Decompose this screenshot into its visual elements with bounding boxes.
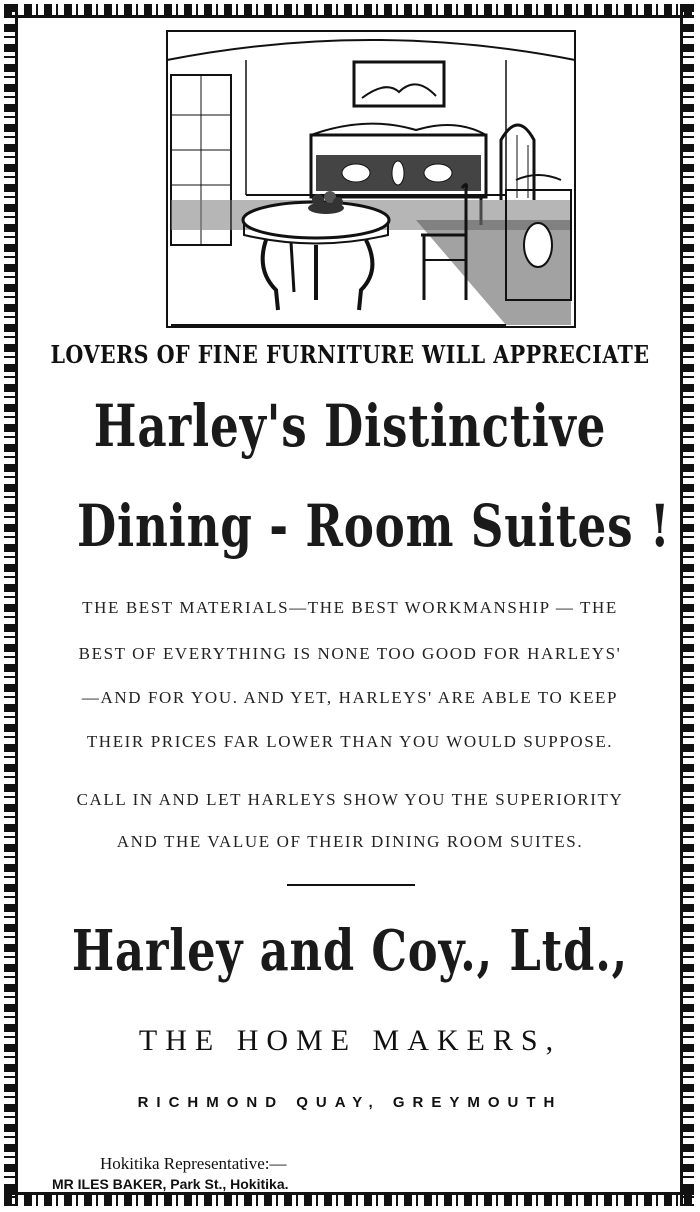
body-line: CALL IN AND LET HARLEYS SHOW YOU THE SUPERIORITY: [76, 790, 624, 809]
tagline: LOVERS OF FINE FURNITURE WILL APPRECIATE: [50, 340, 650, 369]
body-line: THE BEST MATERIALS—THE BEST WORKMANSHIP — THE: [82, 598, 618, 617]
representative-label: Hokitika Representative:—: [100, 1154, 287, 1173]
body-line: BEST OF EVERYTHING IS NONE TOO GOOD FOR HARLEYS': [78, 644, 622, 663]
company-name: Harley and Coy., Ltd.,: [71, 918, 629, 984]
body-line: AND THE VALUE OF THEIR DINING ROOM SUITES.: [116, 832, 584, 851]
divider-rule: [287, 884, 415, 886]
body-line: —AND FOR YOU. AND YET, HARLEYS' ARE ABLE TO KEEP: [81, 688, 619, 707]
border-top: [4, 4, 694, 18]
headline-line-2: Dining - Room Suites !: [77, 492, 671, 560]
company-slogan: THE HOME MAKERS,: [138, 1024, 562, 1057]
representative-name: MR ILES BAKER, Park St., Hokitika.: [52, 1176, 289, 1192]
dining-room-illustration: [166, 30, 576, 328]
body-line: THEIR PRICES FAR LOWER THAN YOU WOULD SUPPOSE.: [86, 732, 614, 751]
company-address: RICHMOND QUAY, GREYMOUTH: [137, 1094, 563, 1111]
border-bottom: [4, 1192, 694, 1206]
headline-line-1: Harley's Distinctive: [93, 392, 607, 460]
